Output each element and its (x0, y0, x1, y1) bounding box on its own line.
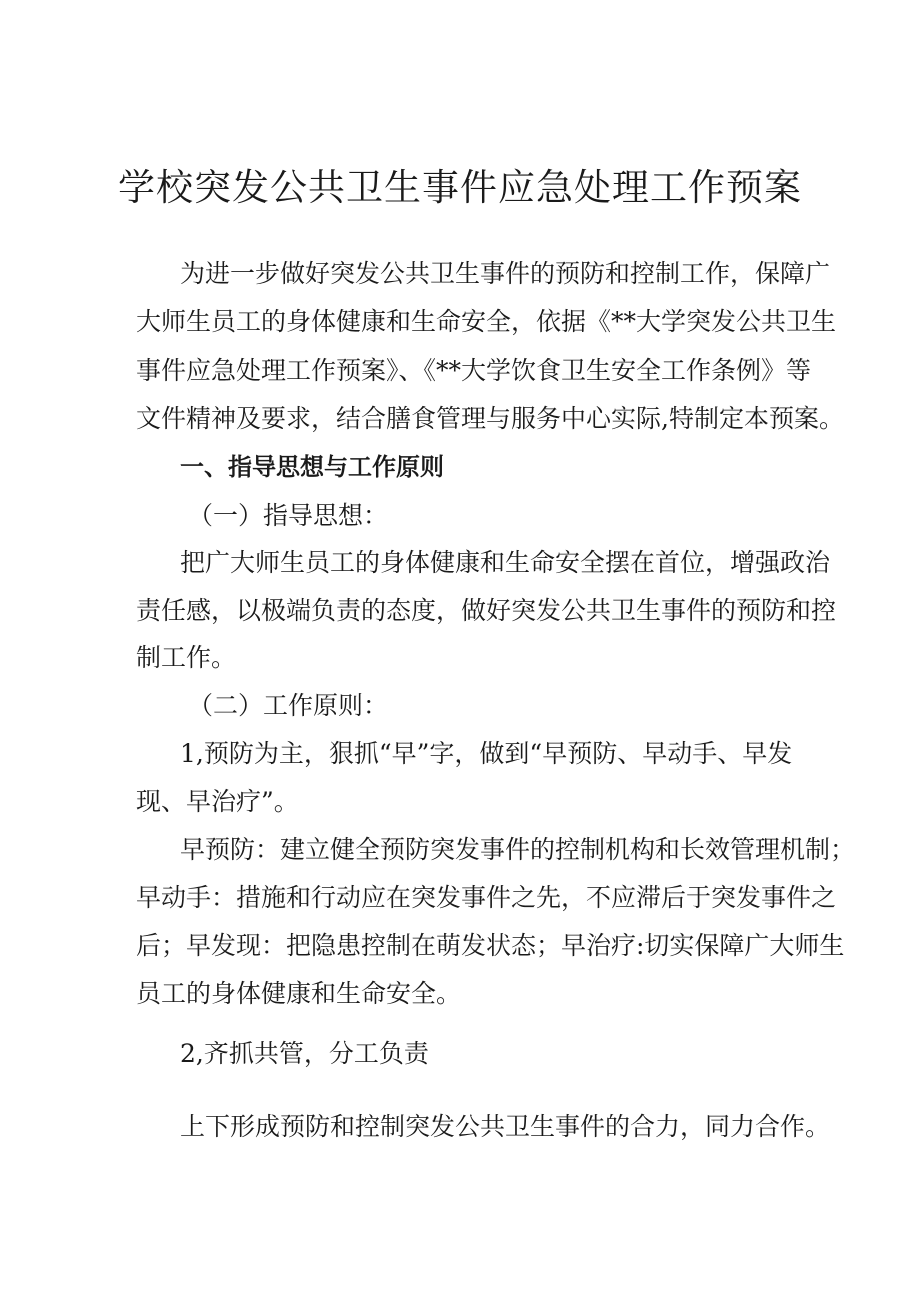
paragraph-line: 后；早发现：把隐患控制在萌发状态；早治疗:切实保障广大师生 (136, 931, 845, 960)
intro-line: 为进一步做好突发公共卫生事件的预防和控制工作，保障广 (180, 259, 831, 288)
intro-line: 文件精神及要求，结合膳食管理与服务中心实际,特制定本预案。 (136, 404, 844, 433)
paragraph-line: 责任感，以极端负责的态度，做好突发公共卫生事件的预防和控 (136, 596, 837, 625)
document-title: 学校突发公共卫生事件应急处理工作预案 (118, 166, 802, 209)
paragraph-line: 早动手：措施和行动应在突发事件之先，不应滞后于突发事件之 (136, 883, 837, 912)
intro-line: 大师生员工的身体健康和生命安全，依据《**大学突发公共卫生 (136, 307, 837, 336)
paragraph-line: 2,齐抓共管，分工负责 (180, 1039, 429, 1068)
paragraph-line: 把广大师生员工的身体健康和生命安全摆在首位，增强政治 (180, 548, 831, 577)
paragraph-line: 现、早治疗”。 (136, 787, 299, 816)
section-heading: 一、指导思想与工作原则 (180, 453, 444, 481)
subsection-heading: （二）工作原则： (188, 691, 389, 720)
paragraph-line: 1,预防为主，狠抓“早”字，做到“早预防、早动手、早发 (180, 739, 793, 768)
paragraph-line: 制工作。 (136, 643, 237, 672)
subsection-heading: （一）指导思想： (188, 501, 389, 530)
paragraph-line: 早预防：建立健全预防突发事件的控制机构和长效管理机制； (180, 835, 856, 864)
paragraph-line: 员工的身体健康和生命安全。 (136, 979, 462, 1008)
paragraph-line: 上下形成预防和控制突发公共卫生事件的合力，同力合作。 (180, 1112, 831, 1141)
intro-line: 事件应急处理工作预案》、《**大学饮食卫生安全工作条例》等 (136, 356, 812, 385)
